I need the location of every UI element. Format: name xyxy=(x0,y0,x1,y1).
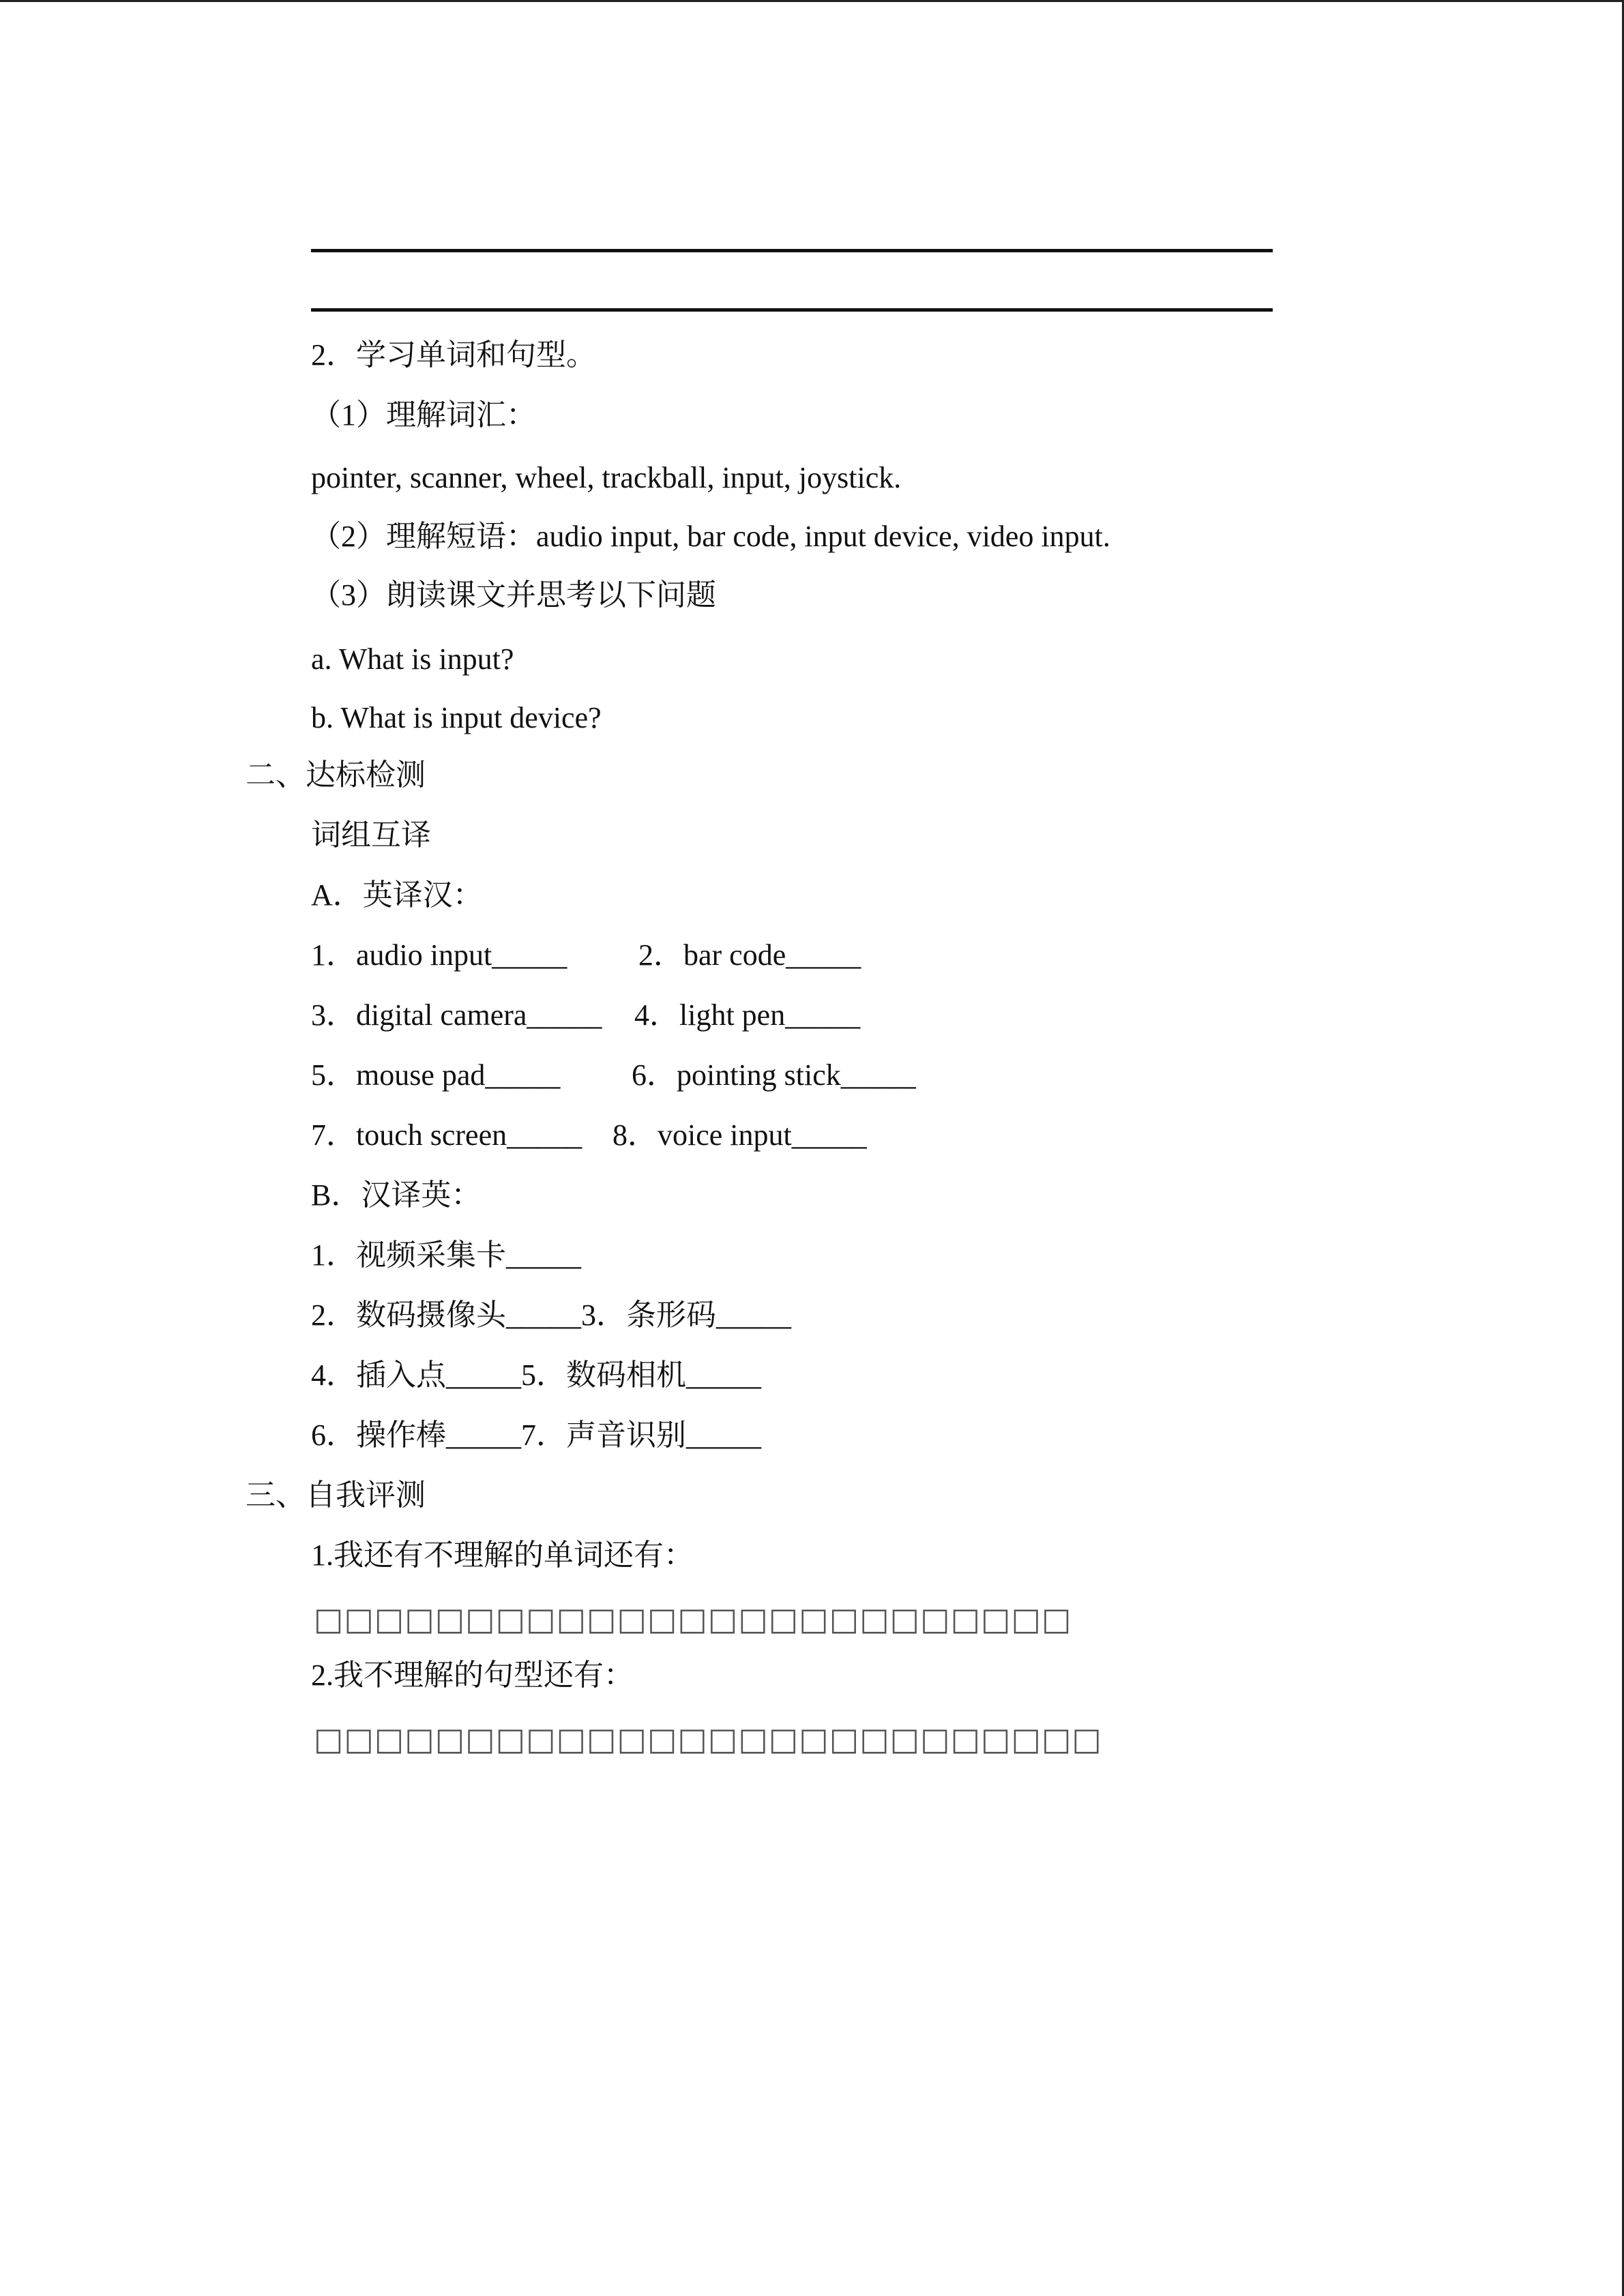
sub-3-title: （3）朗读课文并思考以下问题 xyxy=(311,578,716,612)
question-a: a. What is input? xyxy=(311,642,514,676)
part-b-line-3: 4．插入点_____5．数码相机_____ xyxy=(311,1358,761,1392)
sub-1-title: （1）理解词汇： xyxy=(311,398,536,432)
sub-1-words: pointer, scanner, wheel, trackball, input, joystick. xyxy=(311,461,902,494)
sub-2-phrases: （2）理解短语：audio input, bar code, input device, video input. xyxy=(311,520,1110,553)
part-b-line-2: 2．数码摄像头_____3．条形码_____ xyxy=(311,1298,791,1332)
self-eval-q2: 2.我不理解的句型还有： xyxy=(311,1658,634,1692)
part-b-line-1: 1．视频采集卡_____ xyxy=(311,1238,581,1272)
part-a-item-5: 5．mouse pad_____ xyxy=(311,1058,561,1092)
part-a-item-7: 7．touch screen_____ xyxy=(311,1118,582,1152)
section-2-heading: 二、达标检测 xyxy=(246,758,426,792)
part-a-item-3: 3．digital camera_____ xyxy=(311,998,602,1032)
page-border-top xyxy=(0,0,1624,2)
answer-line-2[interactable] xyxy=(311,308,1273,312)
self-eval-q1-boxes[interactable]: □□□□□□□□□□□□□□□□□□□□□□□□□ xyxy=(314,1600,1072,1637)
self-eval-q1: 1.我还有不理解的单词还有： xyxy=(311,1538,694,1572)
part-a-item-8: 8．voice input_____ xyxy=(612,1118,867,1152)
section-3-heading: 三、自我评测 xyxy=(246,1478,426,1512)
item-2-title: 2．学习单词和句型。 xyxy=(311,338,596,372)
part-a-item-1: 1．audio input_____ xyxy=(311,938,567,972)
part-a-title: A．英译汉： xyxy=(311,878,483,912)
part-a-item-2: 2．bar code_____ xyxy=(638,938,861,972)
self-eval-q2-boxes[interactable]: □□□□□□□□□□□□□□□□□□□□□□□□□□ xyxy=(314,1720,1103,1757)
part-b-title: B．汉译英： xyxy=(311,1178,482,1212)
part-a-item-6: 6．pointing stick_____ xyxy=(632,1058,916,1092)
section-2-subheading: 词组互译 xyxy=(311,818,431,852)
question-b: b. What is input device? xyxy=(311,701,602,734)
part-a-item-4: 4．light pen_____ xyxy=(634,998,861,1032)
part-b-line-4: 6．操作棒_____7．声音识别_____ xyxy=(311,1418,761,1452)
answer-line-1[interactable] xyxy=(311,249,1273,252)
